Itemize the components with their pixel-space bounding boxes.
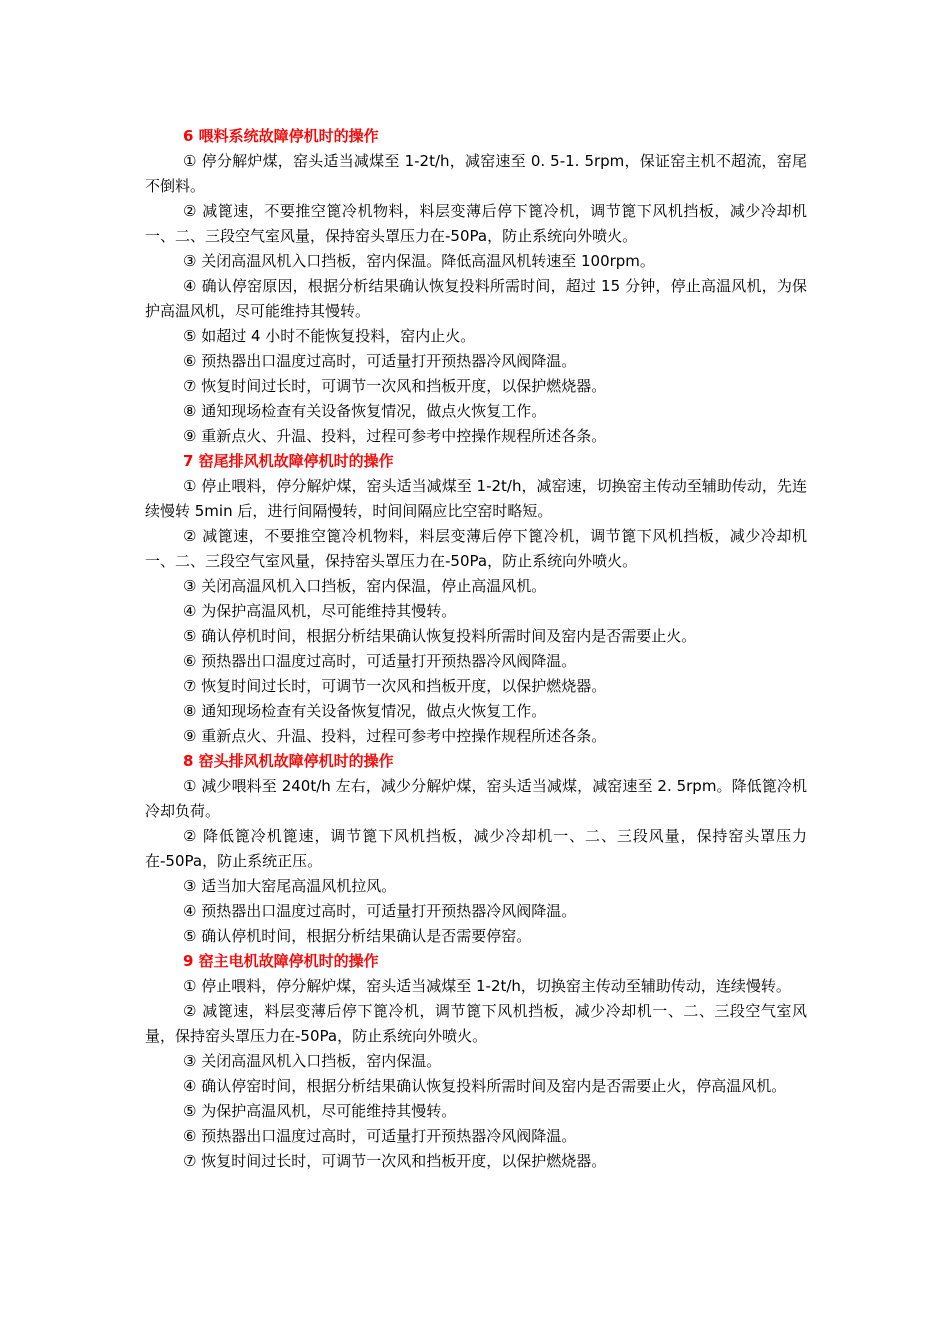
procedure-step: ① 停止喂料，停分解炉煤，窑头适当减煤至 1-2t/h，减窑速，切换窑主传动至辅助传动，先连续慢转 5min 后，进行间隔慢转，时间间隔应比空窑时略短。	[145, 477, 807, 520]
procedure-step: ④ 预热器出口温度过高时，可适量打开预热器冷风阀降温。	[183, 902, 577, 920]
procedure-step: ① 停分解炉煤，窑头适当减煤至 1-2t/h，减窑速至 0. 5-1. 5rpm，保证窑主机不超流，窑尾不倒料。	[145, 152, 807, 195]
procedure-step: ⑨ 重新点火、升温、投料，过程可参考中控操作规程所述各条。	[183, 727, 607, 745]
procedure-step: ② 降低篦冷机篦速，调节篦下风机挡板，减少冷却机一、二、三段风量，保持窑头罩压力在-50Pa，防止系统正压。	[145, 827, 807, 870]
procedure-step: ② 减篦速，不要推空篦冷机物料，料层变薄后停下篦冷机，调节篦下风机挡板，减少冷却机一、二、三段空气室风量，保持窑头罩压力在-50Pa，防止系统向外喷火。	[145, 527, 807, 570]
procedure-step: ② 减篦速，料层变薄后停下篦冷机，调节篦下风机挡板，减少冷却机一、二、三段空气室风量，保持窑头罩压力在-50Pa，防止系统向外喷火。	[145, 1002, 807, 1045]
procedure-step: ④ 确认停窑时间，根据分析结果确认恢复投料所需时间及窑内是否需要止火，停高温风机。	[183, 1077, 787, 1095]
section-heading: 7 窑尾排风机故障停机时的操作	[183, 452, 394, 470]
section-heading: 8 窑头排风机故障停机时的操作	[183, 752, 394, 770]
procedure-step: ⑥ 预热器出口温度过高时，可适量打开预热器冷风阀降温。	[183, 1127, 577, 1145]
procedure-step: ⑦ 恢复时间过长时，可调节一次风和挡板开度，以保护燃烧器。	[183, 377, 607, 395]
procedure-step: ③ 关闭高温风机入口挡板，窑内保温。降低高温风机转速至 100rpm。	[183, 252, 655, 270]
procedure-step: ⑦ 恢复时间过长时，可调节一次风和挡板开度，以保护燃烧器。	[183, 1152, 607, 1170]
procedure-step: ⑤ 确认停机时间，根据分析结果确认是否需要停窑。	[183, 927, 532, 945]
procedure-step: ③ 适当加大窑尾高温风机拉风。	[183, 877, 397, 895]
procedure-step: ③ 关闭高温风机入口挡板，窑内保温。	[183, 1052, 442, 1070]
procedure-step: ⑤ 为保护高温风机，尽可能维持其慢转。	[183, 1102, 457, 1120]
procedure-step: ⑤ 确认停机时间，根据分析结果确认恢复投料所需时间及窑内是否需要止火。	[183, 627, 697, 645]
procedure-step: ④ 为保护高温风机，尽可能维持其慢转。	[183, 602, 457, 620]
procedure-step: ⑦ 恢复时间过长时，可调节一次风和挡板开度，以保护燃烧器。	[183, 677, 607, 695]
document-body	[145, 124, 807, 1174]
procedure-step: ⑥ 预热器出口温度过高时，可适量打开预热器冷风阀降温。	[183, 352, 577, 370]
procedure-step: ② 减篦速，不要推空篦冷机物料，料层变薄后停下篦冷机，调节篦下风机挡板，减少冷却机一、二、三段空气室风量，保持窑头罩压力在-50Pa，防止系统向外喷火。	[145, 202, 807, 245]
procedure-step: ① 减少喂料至 240t/h 左右，减少分解炉煤，窑头适当减煤，减窑速至 2. 5rpm。降低篦冷机冷却负荷。	[145, 777, 807, 820]
section-heading: 9 窑主电机故障停机时的操作	[183, 952, 379, 970]
procedure-step: ⑧ 通知现场检查有关设备恢复情况，做点火恢复工作。	[183, 702, 547, 720]
procedure-step: ③ 关闭高温风机入口挡板，窑内保温，停止高温风机。	[183, 577, 547, 595]
section-heading: 6 喂料系统故障停机时的操作	[183, 127, 379, 145]
procedure-step: ⑤ 如超过 4 小时不能恢复投料，窑内止火。	[183, 327, 476, 345]
procedure-step: ⑥ 预热器出口温度过高时，可适量打开预热器冷风阀降温。	[183, 652, 577, 670]
procedure-step: ① 停止喂料，停分解炉煤，窑头适当减煤至 1-2t/h，切换窑主传动至辅助传动，连续慢转。	[183, 977, 791, 995]
procedure-step: ⑨ 重新点火、升温、投料，过程可参考中控操作规程所述各条。	[183, 427, 607, 445]
procedure-step: ④ 确认停窑原因，根据分析结果确认恢复投料所需时间，超过 15 分钟，停止高温风机，为保护高温风机，尽可能维持其慢转。	[145, 277, 807, 320]
procedure-step: ⑧ 通知现场检查有关设备恢复情况，做点火恢复工作。	[183, 402, 547, 420]
